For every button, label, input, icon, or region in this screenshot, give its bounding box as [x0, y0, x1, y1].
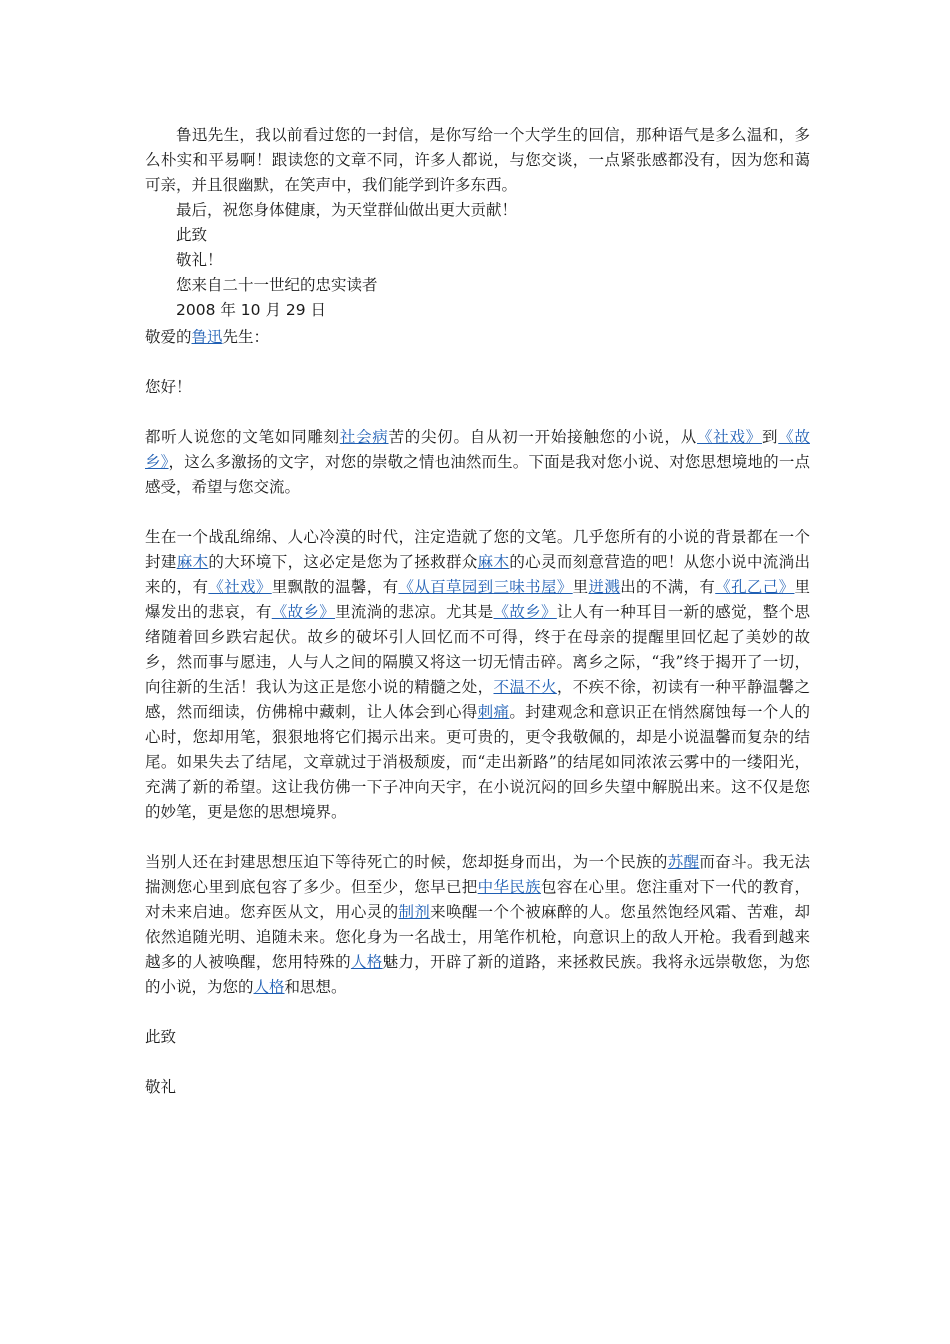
link-social-disease[interactable]: 社会病 [339, 428, 389, 446]
text-run: 里 [572, 578, 589, 596]
salutation-prefix: 敬爱的 [145, 328, 192, 346]
link-village-opera[interactable]: 《社戏》 [697, 428, 762, 446]
link-hometown[interactable]: 《故乡》 [271, 603, 336, 621]
text-run: 。封建观念和意识正在悄然腐蚀每一个人的心时，您却用笔，狠狠地将它们揭示出来。更可贵的，更令我敬佩的，却是小说温馨而复杂的结尾。如果失去了结尾，文章就过于消极颓废，而“走出新路”的结尾如同浓浓云雾中的一缕阳光，充满了新的希望。这让我仿佛一下子冲向天宇，在小说沉闷的回乡失望中解脱出来。这不仅是您的妙笔，更是您的思想境界。 [145, 703, 810, 821]
link-baicaoyuan[interactable]: 《从百草园到三味书屋》 [398, 578, 573, 596]
text-run: 苦的尖仞。自从初一开始接触您的小说，从 [388, 428, 698, 446]
text-run: 的大环境下，这必定是您为了拯救群众 [208, 553, 478, 571]
letter-two-salutation [145, 325, 810, 350]
letter-two-greeting: 您好！ [145, 378, 192, 396]
letter-two [145, 325, 810, 1100]
link-preparation[interactable]: 制剂 [398, 903, 431, 921]
letter-two-closing-1: 此致 [145, 1028, 177, 1046]
text-run: ，这么多激扬的文字，对您的崇敬之情也油然而生。下面是我对您小说、对您思想境地的一点感受，希望与您交流。 [145, 453, 810, 496]
text-run: 出的不满，有 [620, 578, 716, 596]
text-run: 当别人还在封建思想压迫下等待死亡的时候，您却挺身而出，为一个民族的 [145, 853, 668, 871]
link-lukewarm[interactable]: 不温不火 [493, 678, 557, 696]
link-kong-yiji[interactable]: 《孔乙己》 [715, 578, 795, 596]
letter-two-paragraph-3 [145, 850, 810, 1000]
link-numb[interactable]: 麻木 [477, 553, 510, 571]
letter-two-paragraph-2 [145, 525, 810, 825]
letter-one-paragraph-2: 最后，祝您身体健康，为天堂群仙做出更大贡献！ [176, 201, 518, 219]
letter-two-closing-2: 敬礼 [145, 1078, 177, 1096]
text-run: 生在一个战乱绵绵、人心冷漠的时代，注定造就了您的文笔。几乎您所有的小说的背景都在一个封建 [145, 528, 810, 571]
link-awaken[interactable]: 苏醒 [667, 853, 700, 871]
link-sting[interactable]: 刺痛 [477, 703, 510, 721]
text-run: 里流淌的悲凉。尤其是 [335, 603, 494, 621]
text-run: ，不疾不徐，初读有一种平静温馨之感，然而细读，仿佛棉中藏刺，让人体会到心得 [145, 678, 810, 721]
link-numb[interactable]: 麻木 [176, 553, 209, 571]
link-village-opera[interactable]: 《社戏》 [208, 578, 272, 596]
text-run: 而奋斗。我无法揣测您心里到底包容了多少。但至少，您早已把 [145, 853, 810, 896]
letter-one-paragraph-1: 鲁迅先生，我以前看过您的一封信，是你写给一个大学生的回信，那种语气是多么温和，多么朴实和平易啊！跟读您的文章不同，许多人都说，与您交谈，一点紧张感都没有，因为您和蔼可亲，并且很幽默，在笑声中，我们能学到许多东西。 [145, 126, 810, 194]
letter-one-signature: 您来自二十一世纪的忠实读者 [176, 276, 378, 294]
text-run: 来唤醒一个个被麻醉的人。您虽然饱经风霜、苦难，却依然追随光明、追随未来。您化身为一名战士，用笔作机枪，向意识上的敌人开枪。我看到越来越多的人被唤醒，您用特殊的 [145, 903, 810, 971]
link-luxun[interactable]: 鲁迅 [191, 328, 223, 346]
link-hometown[interactable]: 《故乡》 [493, 603, 557, 621]
letter-one-closing-1: 此致 [176, 226, 208, 244]
text-run: 让人有一种耳目一新的感觉，整个思绪随着回乡跌宕起伏。故乡的破坏引人回忆而不可得，终于在母亲的提醒里回忆起了美妙的故乡，然而事与愿违，人与人之间的隔膜又将这一切无情击碎。离乡之际，“我”终于揭开了一切，向往新的生活！我认为这正是您小说的精髓之处， [145, 603, 810, 696]
text-run: 魅力，开辟了新的道路，来拯救民族。我将永远崇敬您，为您的小说，为您的 [145, 953, 810, 996]
text-run: 都听人说您的文笔如同雕刻 [145, 428, 340, 446]
text-run: 里爆发出的悲哀，有 [145, 578, 810, 621]
text-run: 的心灵而刻意营造的吧！从您小说中流淌出来的，有 [145, 553, 810, 596]
letter-one-closing-2: 敬礼！ [176, 251, 223, 269]
link-personality[interactable]: 人格 [253, 978, 285, 996]
letter-two-paragraph-1 [145, 425, 810, 500]
text-run: 和思想。 [284, 978, 347, 996]
link-personality[interactable]: 人格 [350, 953, 383, 971]
letter-one-date: 2008 年 10 月 29 日 [176, 301, 327, 319]
text-run: 包容在心里。您注重对下一代的教育，对未来启迪。您弃医从文，用心灵的 [145, 878, 810, 921]
link-chinese-nation[interactable]: 中华民族 [477, 878, 542, 896]
text-run: 里飘散的温馨，有 [271, 578, 399, 596]
salutation-suffix: 先生： [222, 328, 270, 346]
letter-one [145, 123, 810, 323]
link-splash[interactable]: 迸溅 [588, 578, 621, 596]
link-hometown[interactable]: 《故乡》 [145, 428, 810, 471]
text-run: 到 [761, 428, 779, 446]
